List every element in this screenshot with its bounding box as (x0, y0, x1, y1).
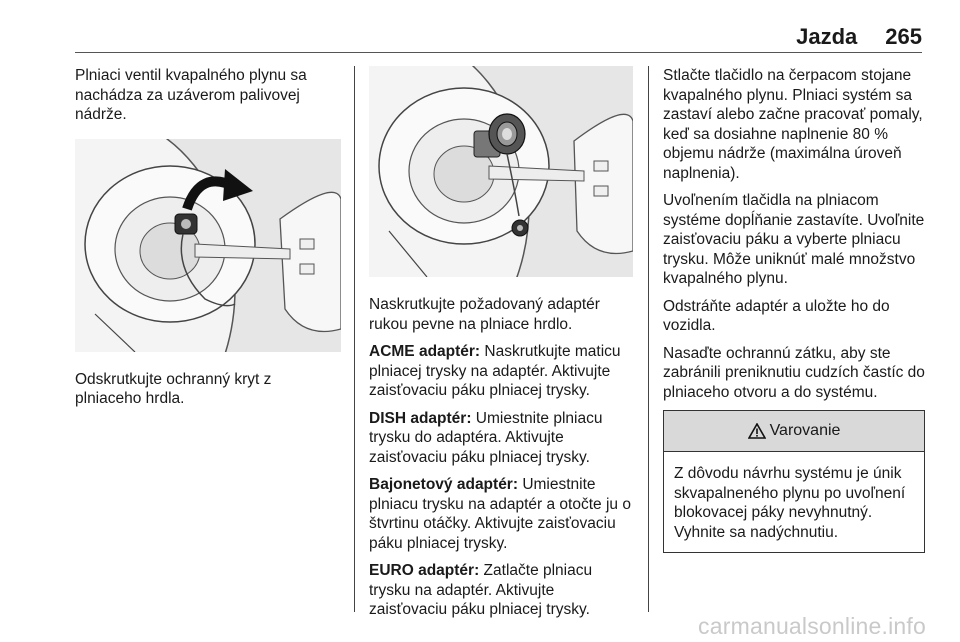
page-number: 265 (885, 24, 922, 49)
bayonet-adapter-paragraph (369, 475, 633, 553)
paragraph-remove-adapter: Odstráňte adaptér a uložte ho do vozidla. (663, 297, 890, 334)
header-rule (75, 52, 922, 53)
paragraph-release-button: Uvoľnením tlačidla na plniacom systéme dopĺňanie zastavíte. Uvoľnite zaisťovaciu páku a vyberte plniacu trysku. Môže uniknúť malé množstvo kvapalného plynu. (663, 192, 925, 287)
column-left (75, 66, 341, 417)
euro-text: Zatlačte plniacu trysku na adaptér. Aktivujte zaisťovaciu páku plniacej trysky. (369, 562, 593, 618)
fuel-cap-drawing (75, 139, 341, 352)
warning-header (664, 411, 924, 452)
paragraph-press-button: Stlačte tlačidlo na čerpacom stojane kvapalného plynu. Plniaci systém sa zastaví alebo začne pracovať pomaly, keď sa dosiahne naplnenie 80 % objemu nádrže (maximálna úroveň naplnenia). (663, 67, 923, 182)
warning-title: Varovanie (769, 422, 841, 440)
column-divider (354, 66, 355, 612)
dish-label: DISH adaptér: (369, 409, 472, 427)
page-header (796, 24, 922, 52)
dish-text: Umiestnite plniacu trysku do adaptéra. Aktivujte zaisťovaciu páku plniacej trysky. (369, 409, 603, 466)
euro-label: EURO adaptér: (369, 562, 480, 579)
fuel-cap-illustration (75, 139, 341, 352)
intro-paragraph: Plniaci ventil kvapalného plynu sa nachádza za uzáverom palivovej nádrže. (75, 67, 307, 123)
intro-paragraph: Naskrutkujte požadovaný adaptér rukou pevne na plniace hrdlo. (369, 296, 600, 333)
warning-body: Z dôvodu návrhu systému je únik skvapalneného plynu po uvoľnení blokovacej páky nevyhnutný. Vyhnite sa nadýchnutiu. (674, 465, 906, 541)
acme-text: Naskrutkujte maticu plniacej trysky na adaptér. Aktivujte zaisťovaciu páku plniacej trysky. (369, 343, 621, 399)
figure-caption: Odskrutkujte ochranný kryt z plniaceho hrdla. (75, 370, 272, 407)
dish-adapter-paragraph (369, 409, 633, 468)
adapter-drawing (369, 66, 633, 277)
acme-adapter-paragraph (369, 342, 633, 401)
warning-triangle-icon (748, 423, 766, 439)
acme-label: ACME adaptér: (369, 343, 481, 360)
watermark: carmanualsonline.info (698, 613, 926, 639)
column-divider (648, 66, 649, 612)
bayonet-label: Bajonetový adaptér: (369, 476, 519, 493)
section-title: Jazda (796, 24, 858, 49)
column-middle (369, 66, 633, 628)
warning-box (663, 410, 925, 553)
paragraph-protective-cap: Nasaďte ochrannú zátku, aby ste zabránili preniknutiu cudzích častíc do plniaceho otvoru a do systému. (663, 344, 925, 401)
adapter-illustration (369, 66, 633, 277)
euro-adapter-paragraph (369, 561, 633, 620)
bayonet-text: Umiestnite plniacu trysku na adaptér a otočte ju o štvrtinu otáčky. Aktivujte zaisťovaciu páku plniacej trysky. (369, 476, 631, 552)
column-right (663, 66, 925, 553)
